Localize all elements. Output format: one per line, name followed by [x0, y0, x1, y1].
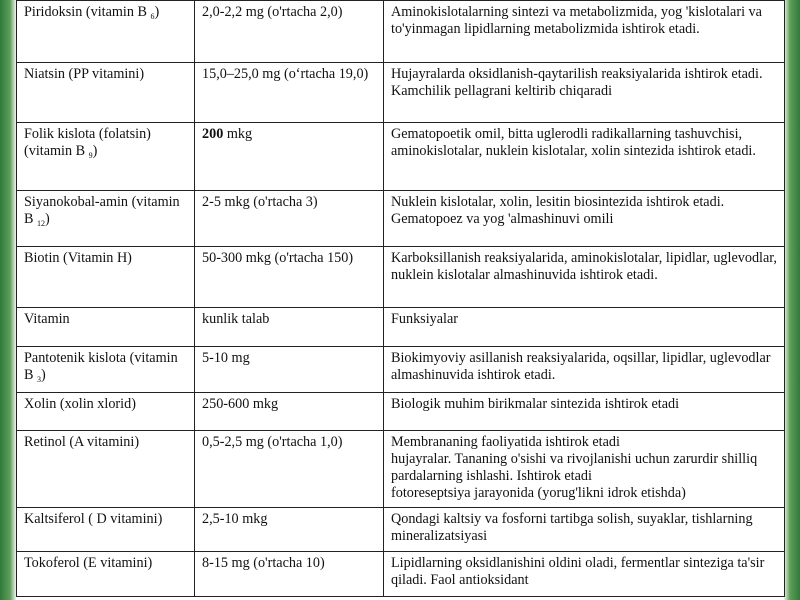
vitamin-name-cell: Vitamin	[17, 308, 195, 347]
function-cell: Qondagi kaltsiy va fosforni tartibga solish, suyaklar, tishlarning mineralizatsiyasi	[384, 508, 785, 552]
daily-dose-bold: 200	[202, 126, 224, 142]
function-cell: Biologik muhim birikmalar sintezida ishtirok etadi	[384, 393, 785, 431]
vitamin-name-cell: Retinol (A vitamini)	[17, 431, 195, 508]
vitamin-name-cell: Niatsin (PP vitamini)	[17, 63, 195, 123]
daily-dose-unit: mkg	[223, 126, 253, 142]
vitamin-name-cell: Xolin (xolin xlorid)	[17, 393, 195, 431]
function-cell: Aminokislotalarning sintezi va metabolizmida, yog 'kislotalari va to'yinmagan lipidlarning metabolizmida ishtirok etadi.	[384, 1, 785, 63]
vitamin-name: Pantotenik kislota (vitamin B	[24, 350, 178, 383]
daily-dose-cell: kunlik talab	[195, 308, 384, 347]
vitamin-name-cell: Tokoferol (E vitamini)	[17, 552, 195, 597]
function-cell: Gematopoetik omil, bitta uglerodli radikallarning tashuvchisi, aminokislotalar, nuklein kislotalar, xolin sintezida ishtirok etadi.	[384, 123, 785, 191]
vitamin-subscript: 12	[37, 219, 46, 228]
vitamin-name-close: )	[154, 4, 160, 20]
table-row	[17, 247, 785, 308]
daily-dose-cell	[195, 123, 384, 191]
vitamin-name-cell	[17, 1, 195, 63]
daily-dose-cell: 15,0–25,0 mg (o‘rtacha 19,0)	[195, 63, 384, 123]
function-line: hujayralar. Tananing o'sishi va rivojlanishi uchun zarurdir shilliq pardalarning ishlashi. Ishtirok etadi	[391, 451, 758, 484]
daily-dose-cell: 8-15 mg (o'rtacha 10)	[195, 552, 384, 597]
vitamin-subscript: 3	[37, 375, 42, 384]
table-row	[17, 308, 785, 347]
vitamin-name-cell	[17, 123, 195, 191]
vitamin-subscript: 6	[150, 12, 155, 21]
daily-dose-cell: 50-300 mkg (o'rtacha 150)	[195, 247, 384, 308]
vitamin-name: Siyanokobal-amin (vitamin B	[24, 194, 180, 227]
table-row	[17, 63, 785, 123]
vitamin-subscript: 9	[88, 151, 93, 160]
daily-dose-cell: 2,0-2,2 mg (o'rtacha 2,0)	[195, 1, 384, 63]
vitamin-name-cell: Biotin (Vitamin H)	[17, 247, 195, 308]
function-cell: Hujayralarda oksidlanish-qaytarilish reaksiyalarida ishtirok etadi. Kamchilik pellagrani keltirib chiqaradi	[384, 63, 785, 123]
daily-dose-cell: 5-10 mg	[195, 347, 384, 393]
vitamin-name: Folik kislota (folatsin) (vitamin B	[24, 126, 151, 159]
daily-dose-cell: 2,5-10 mkg	[195, 508, 384, 552]
daily-dose-cell: 0,5-2,5 mg (o'rtacha 1,0)	[195, 431, 384, 508]
vitamin-table	[16, 0, 785, 597]
vitamin-name-cell	[17, 191, 195, 247]
function-line: Membrananing faoliyatida ishtirok etadi	[391, 434, 620, 450]
function-cell	[384, 431, 785, 508]
function-line: fotoreseptsiya jarayonida (yorug'likni idrok etishda)	[391, 485, 686, 501]
vitamin-name: Piridoksin (vitamin B	[24, 4, 147, 20]
table-row	[17, 191, 785, 247]
function-cell: Karboksillanish reaksiyalarida, aminokislotalar, lipidlar, uglevodlar, nuklein kislotalar almashinuvida ishtirok etadi.	[384, 247, 785, 308]
table-row	[17, 393, 785, 431]
vitamin-name-close: )	[92, 143, 98, 159]
vitamin-name-cell: Kaltsiferol ( D vitamini)	[17, 508, 195, 552]
table-row	[17, 123, 785, 191]
vitamin-name-cell	[17, 347, 195, 393]
daily-dose-cell: 250-600 mkg	[195, 393, 384, 431]
table-row	[17, 431, 785, 508]
table-row	[17, 552, 785, 597]
vitamin-table-container	[16, 0, 784, 600]
vitamin-name-close: )	[41, 367, 46, 383]
vitamin-name-close: )	[45, 211, 50, 227]
table-row	[17, 347, 785, 393]
table-row	[17, 508, 785, 552]
table-row	[17, 1, 785, 63]
function-cell: Lipidlarning oksidlanishini oldini oladi, fermentlar sinteziga ta'sir qiladi. Faol antioksidant	[384, 552, 785, 597]
function-cell: Biokimyoviy asillanish reaksiyalarida, oqsillar, lipidlar, uglevodlar almashinuvida ishtirok etadi.	[384, 347, 785, 393]
function-cell: Funksiyalar	[384, 308, 785, 347]
function-cell: Nuklein kislotalar, xolin, lesitin biosintezida ishtirok etadi. Gematopoez va yog 'almashinuvi omili	[384, 191, 785, 247]
daily-dose-cell: 2-5 mkg (o'rtacha 3)	[195, 191, 384, 247]
